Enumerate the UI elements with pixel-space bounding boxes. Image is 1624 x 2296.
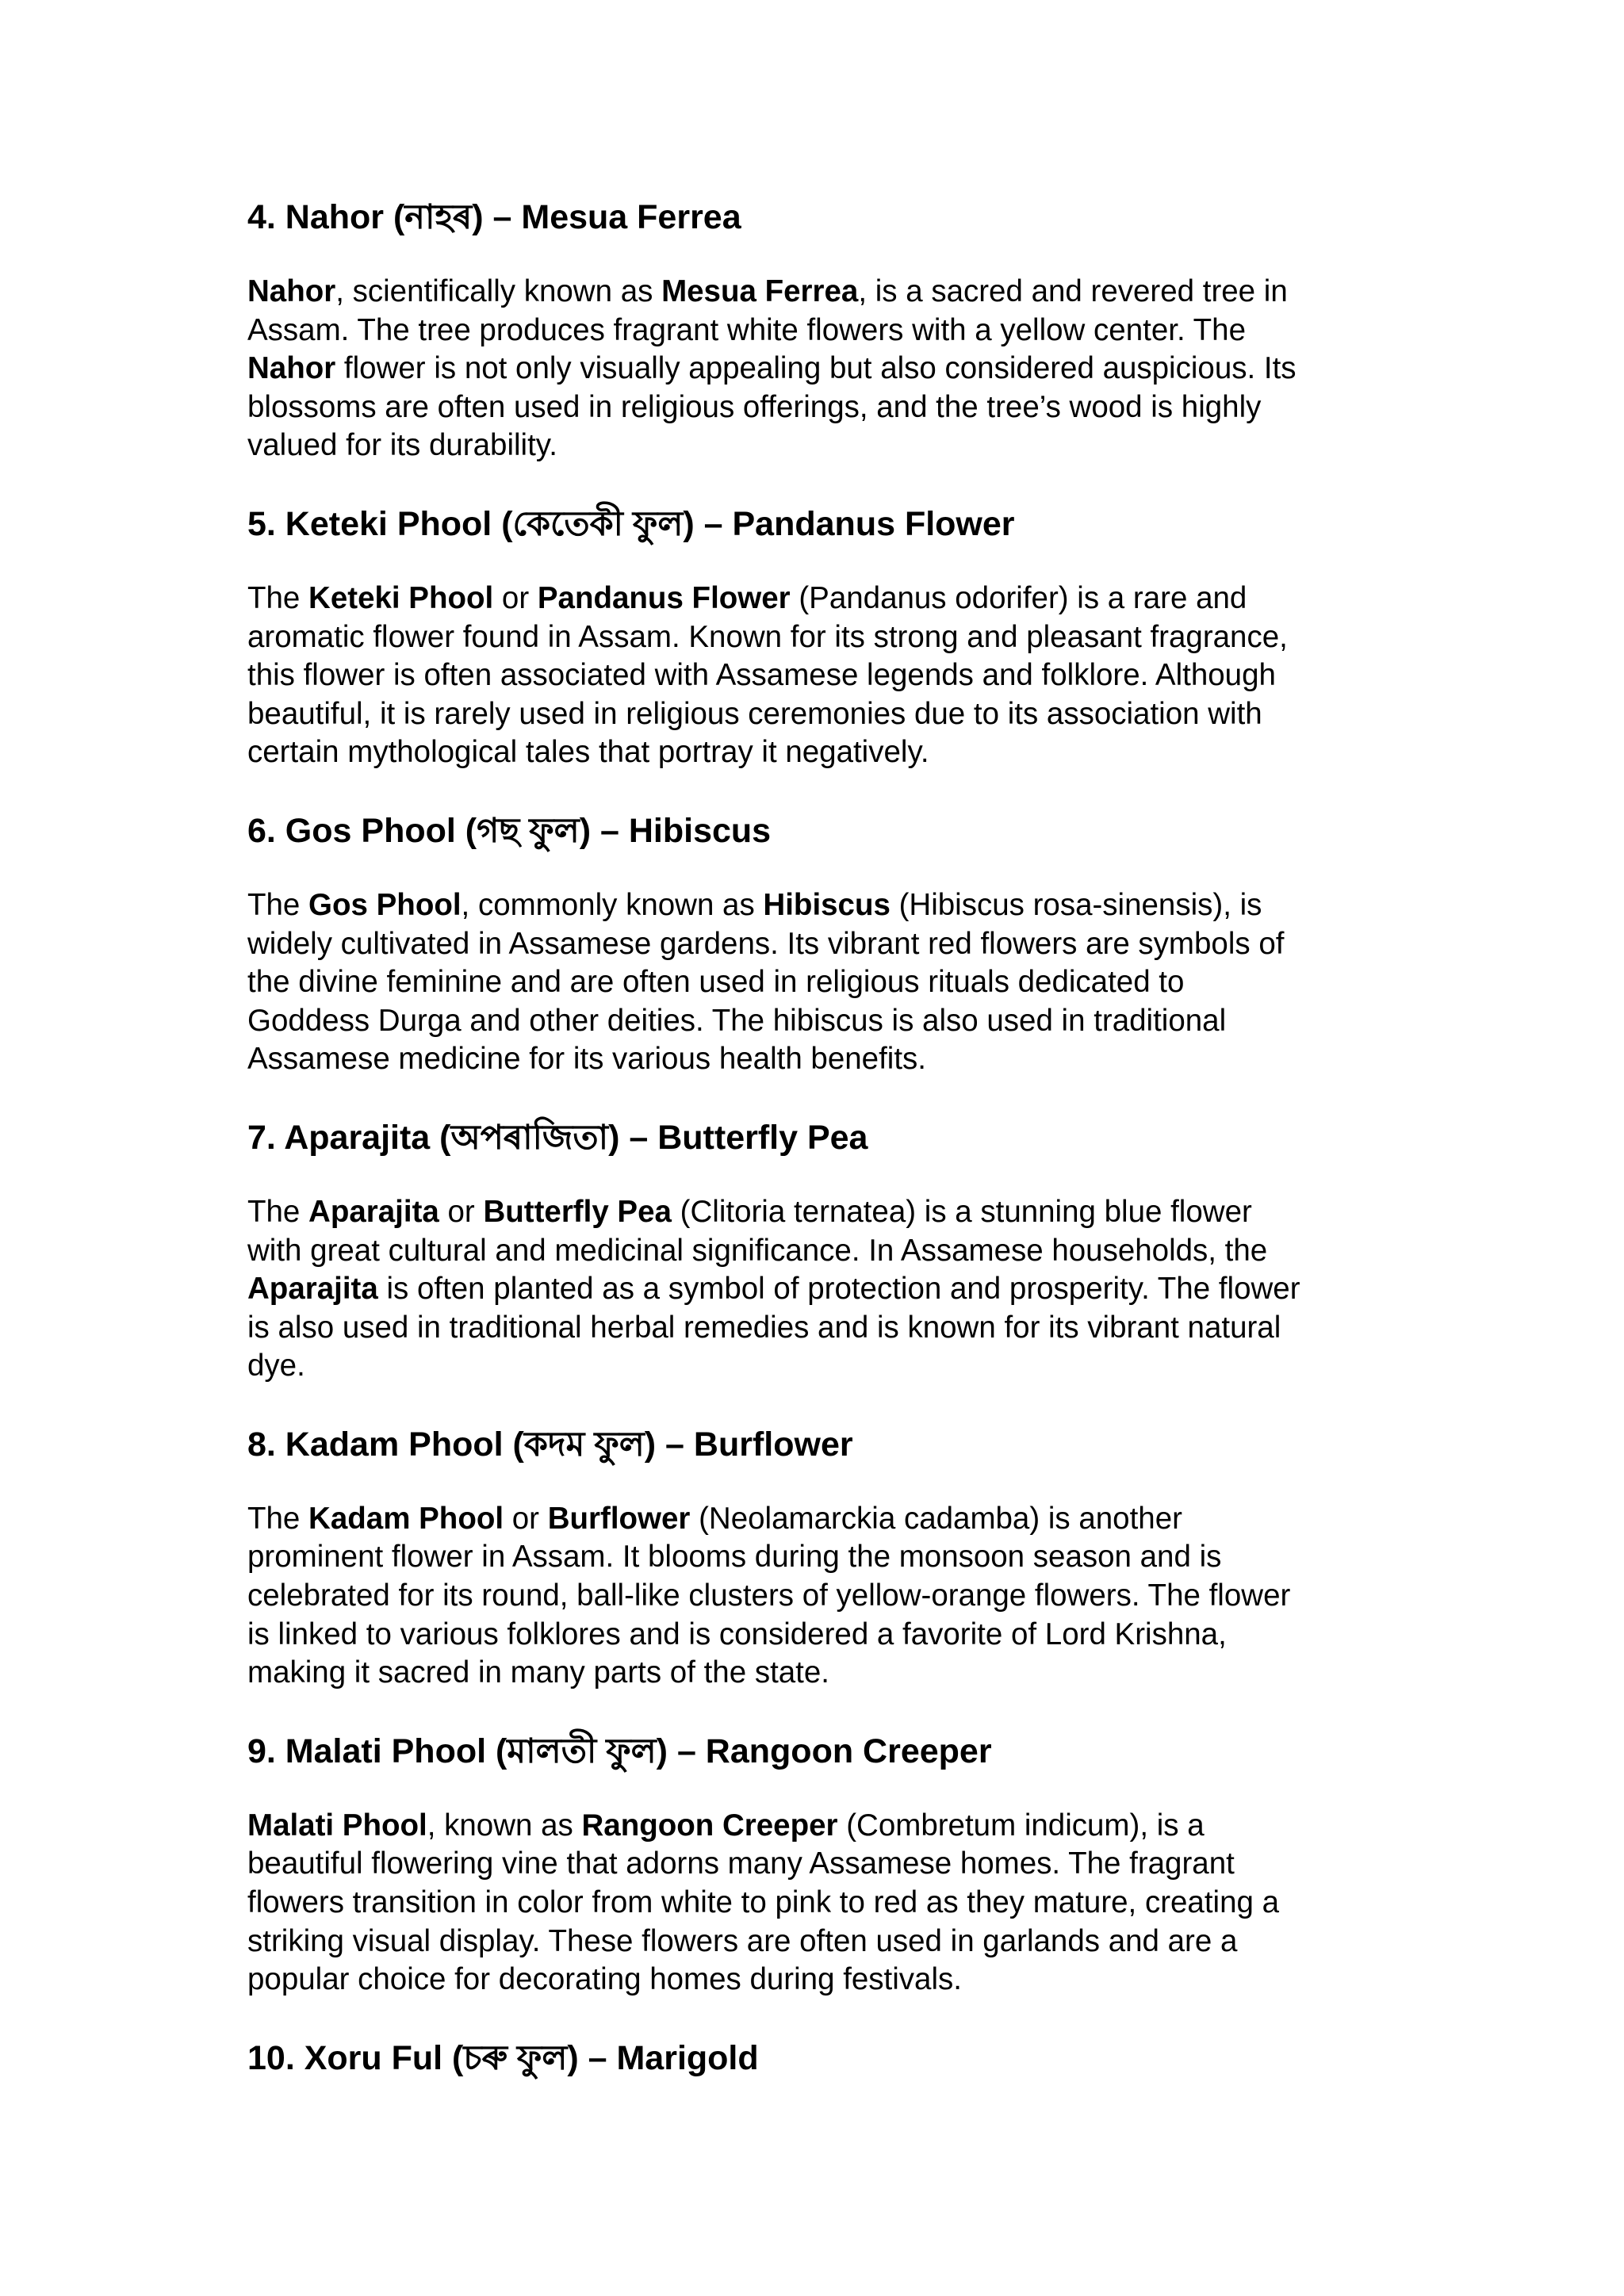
section-nahor xyxy=(247,197,1405,465)
paragraph-line: The Keteki Phool or Pandanus Flower (Pandanus odorifer) is a rare and xyxy=(247,580,1247,615)
bold-term: Aparajita xyxy=(247,1272,378,1307)
bold-term: Mesua Ferrea xyxy=(661,274,859,308)
bold-term: Pandanus Flower xyxy=(537,580,791,615)
section-heading: 8. Kadam Phool (কদম ফুল) – Burflower xyxy=(247,1425,853,1464)
bold-term: Hibiscus xyxy=(763,887,891,922)
section-heading: 9. Malati Phool (মালতী ফুল) – Rangoon Creeper xyxy=(247,1732,992,1770)
section-aparajita xyxy=(247,1117,1405,1386)
paragraph-line: beautiful flowering vine that adorns many Assamese homes. The fragrant xyxy=(247,1846,1235,1881)
paragraph-line: is also used in traditional herbal remedies and is known for its vibrant natural xyxy=(247,1310,1281,1345)
section-paragraph xyxy=(247,1193,1405,1386)
paragraph-line: aromatic flower found in Assam. Known for its strong and pleasant fragrance, xyxy=(247,619,1288,654)
bold-term: Burflower xyxy=(547,1501,691,1536)
bold-term: Keteki Phool xyxy=(308,580,494,615)
paragraph-line: The Aparajita or Butterfly Pea (Clitoria ternatea) is a stunning blue flower xyxy=(247,1194,1252,1229)
section-heading: 6. Gos Phool (গছ ফুল) – Hibiscus xyxy=(247,811,772,850)
paragraph-line: Goddess Durga and other deities. The hibiscus is also used in traditional xyxy=(247,1003,1227,1038)
paragraph-line: making it sacred in many parts of the state. xyxy=(247,1655,829,1690)
bold-term: Aparajita xyxy=(308,1194,439,1229)
bold-term: Kadam Phool xyxy=(308,1501,504,1536)
bold-term: Nahor xyxy=(247,274,336,308)
paragraph-line: Nahor, scientifically known as Mesua Ferrea, is a sacred and revered tree in xyxy=(247,274,1288,308)
paragraph-line: blossoms are often used in religious offerings, and the tree’s wood is highly xyxy=(247,389,1262,424)
bold-term: Nahor xyxy=(247,351,336,386)
section-paragraph xyxy=(247,1500,1405,1693)
paragraph-line: celebrated for its round, ball-like clusters of yellow-orange flowers. The flower xyxy=(247,1578,1291,1613)
paragraph-line: Assamese medicine for its various health benefits. xyxy=(247,1042,926,1077)
section-paragraph xyxy=(247,273,1405,465)
paragraph-line: Malati Phool, known as Rangoon Creeper (Combretum indicum), is a xyxy=(247,1808,1205,1843)
section-kadam-phool xyxy=(247,1424,1405,1693)
paragraph-line: prominent flower in Assam. It blooms during the monsoon season and is xyxy=(247,1540,1222,1575)
paragraph-line: is linked to various folklores and is considered a favorite of Lord Krishna, xyxy=(247,1617,1227,1651)
section-keteki-phool xyxy=(247,503,1405,772)
paragraph-line: dye. xyxy=(247,1349,305,1383)
bold-term: Rangoon Creeper xyxy=(581,1808,838,1843)
bold-term: Malati Phool xyxy=(247,1808,427,1843)
section-heading: 4. Nahor (নাহৰ) – Mesua Ferrea xyxy=(247,198,741,236)
section-gos-phool xyxy=(247,810,1405,1079)
section-heading: 10. Xoru Ful (চৰু ফুল) – Marigold xyxy=(247,2038,759,2077)
section-heading: 5. Keteki Phool (কেতেকী ফুল) – Pandanus Flower xyxy=(247,504,1015,543)
paragraph-line: widely cultivated in Assamese gardens. Its vibrant red flowers are symbols of xyxy=(247,926,1285,961)
document-page xyxy=(247,197,1405,2114)
paragraph-line: Nahor flower is not only visually appealing but also considered auspicious. Its xyxy=(247,351,1297,386)
paragraph-line: certain mythological tales that portray it negatively. xyxy=(247,735,929,770)
paragraph-line: this flower is often associated with Assamese legends and folklore. Although xyxy=(247,658,1276,693)
section-paragraph xyxy=(247,886,1405,1079)
paragraph-line: Assam. The tree produces fragrant white flowers with a yellow center. The xyxy=(247,312,1246,347)
bold-term: Gos Phool xyxy=(308,887,462,922)
paragraph-line: with great cultural and medicinal significance. In Assamese households, the xyxy=(247,1233,1268,1268)
section-paragraph xyxy=(247,580,1405,772)
section-paragraph xyxy=(247,1807,1405,1999)
section-heading: 7. Aparajita (অপৰাজিতা) – Butterfly Pea xyxy=(247,1118,868,1157)
paragraph-line: striking visual display. These flowers are often used in garlands and are a xyxy=(247,1923,1238,1958)
bold-term: Butterfly Pea xyxy=(483,1194,672,1229)
section-xoru-ful xyxy=(247,2038,1405,2079)
paragraph-line: valued for its durability. xyxy=(247,428,557,463)
paragraph-line: beautiful, it is rarely used in religious ceremonies due to its association with xyxy=(247,696,1262,731)
paragraph-line: The Gos Phool, commonly known as Hibiscus (Hibiscus rosa-sinensis), is xyxy=(247,887,1262,922)
paragraph-line: flowers transition in color from white to pink to red as they mature, creating a xyxy=(247,1885,1280,1920)
paragraph-line: popular choice for decorating homes during festivals. xyxy=(247,1962,962,1997)
paragraph-line: Aparajita is often planted as a symbol of protection and prosperity. The flower xyxy=(247,1272,1300,1307)
paragraph-line: the divine feminine and are often used in religious rituals dedicated to xyxy=(247,965,1185,1000)
section-malati-phool xyxy=(247,1731,1405,1999)
paragraph-line: The Kadam Phool or Burflower (Neolamarckia cadamba) is another xyxy=(247,1501,1182,1536)
